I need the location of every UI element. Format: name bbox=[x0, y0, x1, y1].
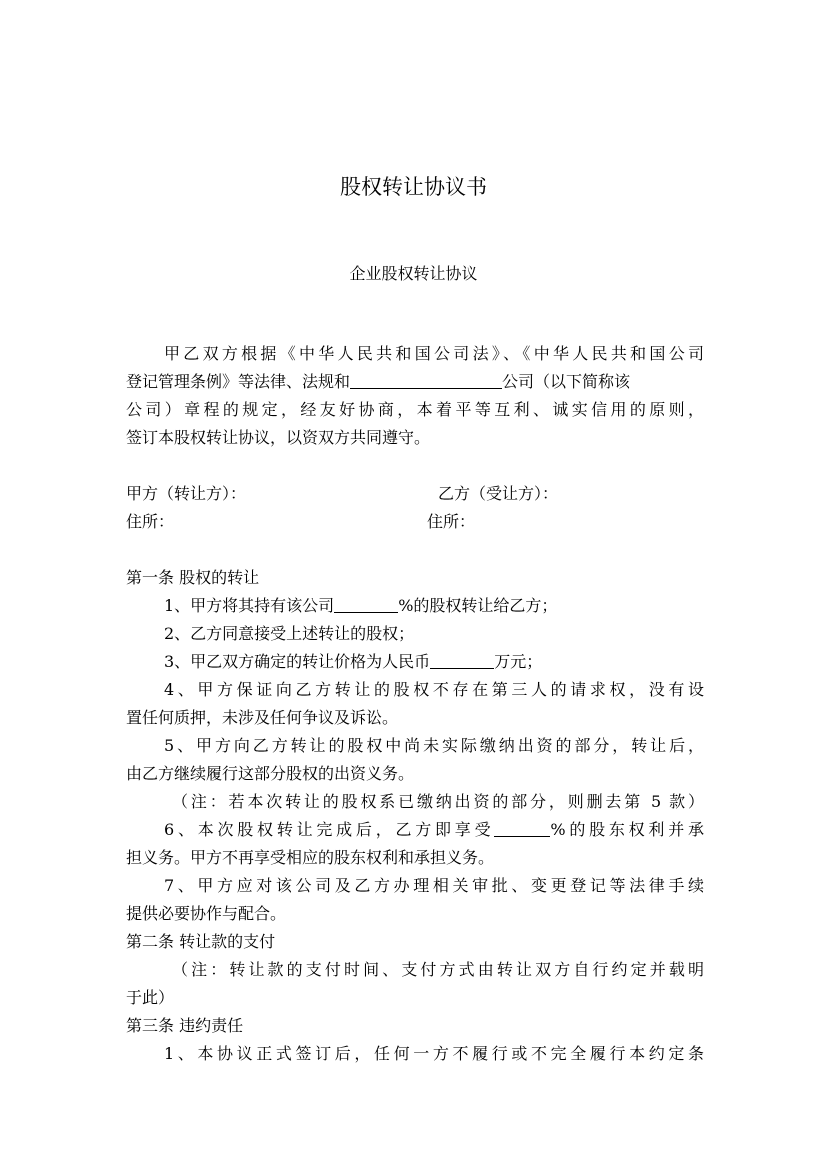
intro-text-2b: 公司（以下简称该 bbox=[502, 372, 631, 391]
article-1-item-4-line-1 bbox=[126, 676, 704, 704]
intro-text-4: 签订本股权转让协议，以资双方共同遵守。 bbox=[126, 428, 431, 447]
party-b-address-label: 住所： bbox=[427, 512, 476, 531]
intro-text-2a: 登记管理条例》等法律、法规和 bbox=[126, 372, 351, 391]
intro-line-4 bbox=[126, 424, 704, 452]
intro-line-3 bbox=[126, 396, 704, 424]
article-3-item-1-line-1 bbox=[126, 1040, 704, 1068]
article-1-item-3 bbox=[126, 648, 704, 676]
article-1-item-6-text-a: 6、本次股权转让完成后，乙方即享受 bbox=[164, 820, 495, 839]
company-name-blank[interactable] bbox=[350, 370, 502, 389]
article-1-item-3-text-a: 3、甲乙双方确定的转让价格为人民币 bbox=[164, 652, 431, 671]
price-blank[interactable] bbox=[430, 650, 494, 669]
article-2-note-line-1 bbox=[126, 956, 704, 984]
party-a-address-label: 住所： bbox=[126, 512, 175, 531]
article-1-item-5-line-1 bbox=[126, 732, 704, 760]
article-2-heading: 第二条 转让款的支付 bbox=[126, 932, 276, 951]
article-3-item-1-text-1: 1、本协议正式签订后，任何一方不履行或不完全履行本约定条 bbox=[164, 1044, 704, 1063]
document-subtitle: 企业股权转让协议 bbox=[349, 264, 478, 283]
intro-text-3: 公司）章程的规定，经友好协商，本着平等互利、诚实信用的原则， bbox=[126, 400, 704, 419]
document-title: 股权转让协议书 bbox=[340, 175, 487, 199]
article-1-item-2: 2、乙方同意接受上述转让的股权； bbox=[164, 624, 415, 643]
article-1-note-text: （注：若本次转让的股权系已缴纳出资的部分，则删去第 5 款） bbox=[172, 792, 704, 811]
article-1-heading: 第一条 股权的转让 bbox=[126, 568, 260, 587]
shareholder-percent-blank[interactable] bbox=[494, 818, 550, 837]
article-1-item-1 bbox=[126, 592, 704, 620]
article-1-item-6-line-2: 担义务。甲方不再享受相应的股东权利和承担义务。 bbox=[126, 848, 495, 867]
intro-line-1 bbox=[126, 340, 704, 368]
intro-text-1: 甲乙双方根据《中华人民共和国公司法》、《中华人民共和国公司 bbox=[164, 344, 704, 363]
article-1-note bbox=[126, 788, 704, 816]
intro-line-2 bbox=[126, 368, 704, 396]
article-2-note-text-1: （注：转让款的支付时间、支付方式由转让双方自行约定并载明 bbox=[172, 960, 704, 979]
article-1-item-4-line-2: 置任何质押，未涉及任何争议及诉讼。 bbox=[126, 708, 399, 727]
share-percent-blank[interactable] bbox=[334, 594, 398, 613]
article-1-item-7-line-2: 提供必要协作与配合。 bbox=[126, 904, 287, 923]
article-1-item-5-line-2: 由乙方继续履行这部分股权的出资义务。 bbox=[126, 764, 415, 783]
article-1-item-1-text-b: %的股权转让给乙方； bbox=[398, 596, 558, 615]
party-b-label: 乙方（受让方）： bbox=[438, 484, 559, 503]
article-1-item-1-text-a: 1、甲方将其持有该公司 bbox=[164, 596, 335, 615]
article-1-item-6-text-b: %的股东权利并承 bbox=[550, 820, 704, 839]
article-1-item-6-line-1 bbox=[126, 816, 704, 844]
article-1-item-4-text-1: 4、甲方保证向乙方转让的股权不存在第三人的请求权，没有设 bbox=[164, 680, 704, 699]
article-1-item-7-text-1: 7、甲方应对该公司及乙方办理相关审批、变更登记等法律手续 bbox=[164, 876, 704, 895]
article-1-item-7-line-1 bbox=[126, 872, 704, 900]
article-1-item-5-text-1: 5、甲方向乙方转让的股权中尚未实际缴纳出资的部分，转让后， bbox=[164, 736, 704, 755]
article-2-note-line-2: 于此） bbox=[126, 988, 175, 1007]
article-1-item-3-text-b: 万元； bbox=[494, 652, 543, 671]
party-a-label: 甲方（转让方）： bbox=[126, 484, 247, 503]
article-3-heading: 第三条 违约责任 bbox=[126, 1016, 244, 1035]
